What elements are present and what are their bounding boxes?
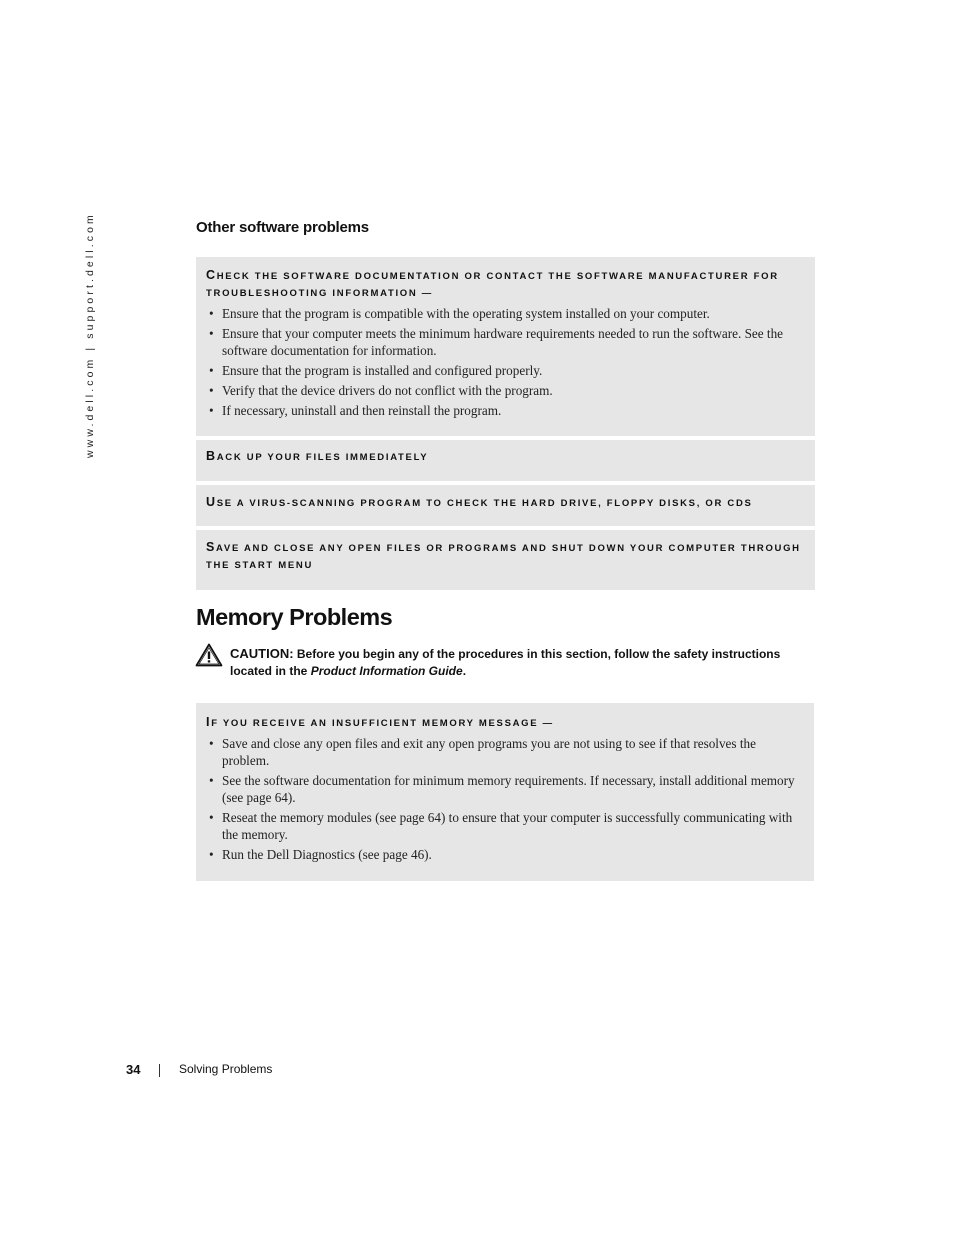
page-number: 34	[126, 1062, 141, 1077]
bullet-list	[206, 735, 804, 863]
caution-label: CAUTION:	[230, 646, 294, 661]
caution-notice	[230, 645, 810, 680]
footer-section-title: Solving Problems	[179, 1062, 273, 1076]
list-item: • Ensure that your computer meets the minimum hardware requirements needed to run the software. See the software documentation for information.	[206, 325, 805, 359]
list-item: • Verify that the device drivers do not conflict with the program.	[206, 382, 805, 399]
box-title: IF YOU RECEIVE AN INSUFFICIENT MEMORY MESSAGE —	[206, 715, 554, 729]
caution-triangle-icon	[195, 643, 223, 667]
subheading-other-software: Other software problems	[196, 219, 369, 236]
list-item: • Save and close any open files and exit any open programs you are not using to see if that resolves the problem.	[206, 735, 804, 769]
box-title: BACK UP YOUR FILES IMMEDIATELY	[206, 449, 429, 463]
box-back-up	[196, 440, 815, 481]
box-title: USE A VIRUS-SCANNING PROGRAM TO CHECK THE HARD DRIVE, FLOPPY DISKS, OR CDS	[206, 495, 753, 509]
box-virus-scan	[196, 485, 815, 526]
side-url	[84, 212, 98, 458]
footer-divider	[159, 1064, 160, 1077]
list-item: • Ensure that the program is installed and configured properly.	[206, 362, 805, 379]
list-item: • If necessary, uninstall and then reinstall the program.	[206, 402, 805, 419]
box-insufficient-memory	[196, 703, 814, 881]
bullet-list	[206, 305, 805, 419]
list-item: • Ensure that the program is compatible with the operating system installed on your computer.	[206, 305, 805, 322]
list-item: • See the software documentation for minimum memory requirements. If necessary, install additional memory (see page 64).	[206, 772, 804, 806]
list-item: • Reseat the memory modules (see page 64) to ensure that your computer is successfully communicating with the memory.	[206, 809, 804, 843]
caution-text: Before you begin any of the procedures in this section, follow the safety instructions located in the	[230, 647, 781, 678]
page-footer	[0, 1062, 954, 1080]
box-check-documentation	[196, 257, 815, 436]
box-title: SAVE AND CLOSE ANY OPEN FILES OR PROGRAMS AND SHUT DOWN YOUR COMPUTER THROUGH THE START MENU	[206, 540, 801, 571]
page-title: Memory Problems	[196, 604, 393, 630]
list-item: • Run the Dell Diagnostics (see page 46).	[206, 846, 804, 863]
box-save-shutdown	[196, 530, 815, 590]
side-url-text: www.dell.com | support.dell.com	[84, 212, 96, 458]
caution-guide-title: Product Information Guide	[310, 664, 463, 678]
box-title: CHECK THE SOFTWARE DOCUMENTATION OR CONTACT THE SOFTWARE MANUFACTURER FOR TROUBLESHOOTING INFORMATION —	[206, 268, 779, 299]
caution-end: .	[462, 664, 467, 678]
